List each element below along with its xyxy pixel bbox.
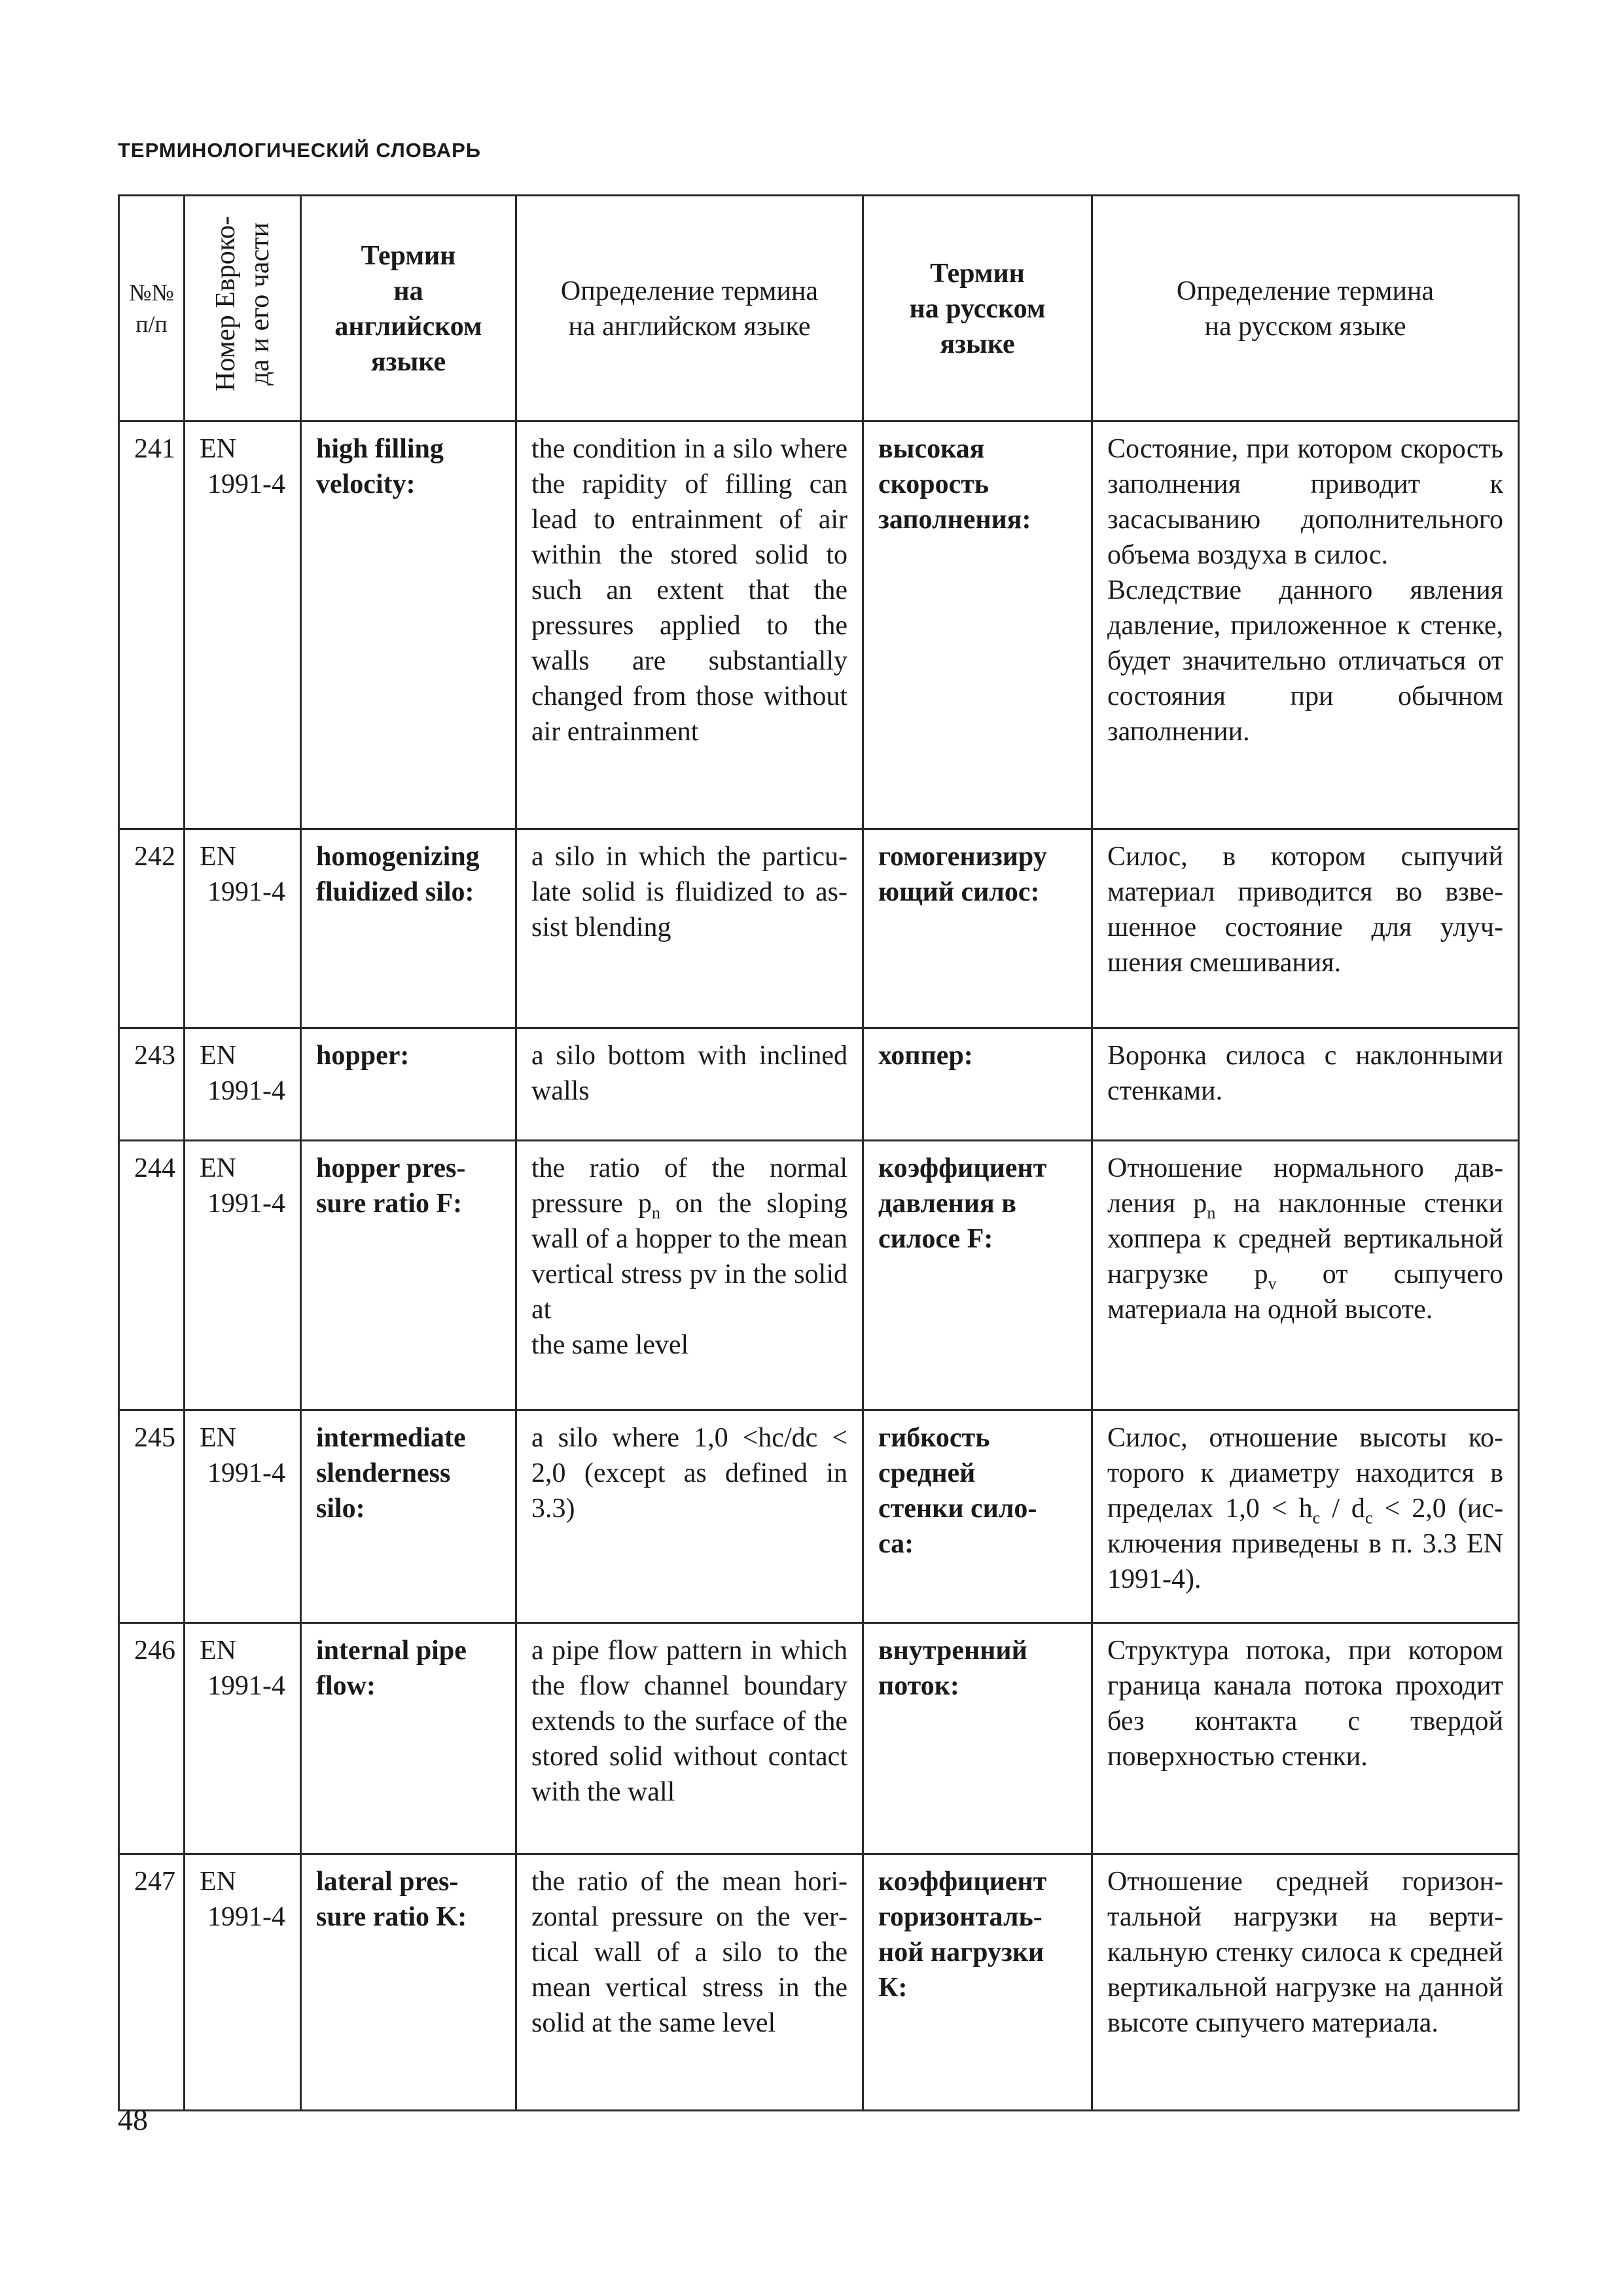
definition-en: the condition in a silo where the rapidity of filling can lead to entrainment of air within the stored solid to such an extent that the pressures applied to the walls are substantially changed from those without air entrainment: [516, 422, 863, 829]
eurocode-prefix: EN: [200, 434, 236, 464]
definition-ru: [1092, 1141, 1519, 1410]
definition-ru-part: / d: [1320, 1494, 1365, 1524]
eurocode-cell: [185, 1854, 301, 2111]
eurocode-cell: [185, 1141, 301, 1410]
term-en: internal pipe flow:: [301, 1623, 516, 1854]
eurocode-part: 1991-4: [207, 1189, 285, 1219]
eurocode-part: 1991-4: [207, 1076, 285, 1106]
subscript: n: [1207, 1203, 1216, 1223]
row-number: 241: [119, 422, 185, 829]
eurocode-prefix: EN: [200, 1153, 236, 1183]
table-row: [119, 1141, 1519, 1410]
eurocode-part: 1991-4: [207, 1671, 285, 1701]
header-eurocode: [185, 196, 301, 422]
definition-en-part: the ratio of the normal pressure p: [531, 1153, 847, 1219]
definition-ru-part: от сыпучего материала на одной высоте.: [1107, 1259, 1503, 1325]
glossary-table: [118, 194, 1520, 2111]
subscript: v: [1268, 1274, 1277, 1293]
eurocode-cell: [185, 1410, 301, 1623]
row-number: 245: [119, 1410, 185, 1623]
definition-en: a silo in which the particulate solid is fluidized to assist blending: [516, 829, 863, 1028]
definition-ru: Отношение средней горизонтальной нагрузки на вертикальную стенку силоса к средней вертикальной нагрузке на данной высоте сыпучего материала.: [1092, 1854, 1519, 2111]
eurocode-cell: [185, 1028, 301, 1141]
term-ru: хоппер:: [863, 1028, 1092, 1141]
eurocode-cell: [185, 829, 301, 1028]
definition-en-part: on the sloping wall of a hopper to the mean vertical stress pv in the solid at: [531, 1189, 847, 1325]
page-number: 48: [118, 2103, 148, 2136]
definition-ru-part: Отношение нормального давления p: [1107, 1153, 1503, 1219]
definition-en: a silo where 1,0 <hc/dc < 2,0 (except as defined in 3.3): [516, 1410, 863, 1623]
table-row: [119, 1623, 1519, 1854]
term-en: lateral pres- sure ratio K:: [301, 1854, 516, 2111]
eurocode-part: 1991-4: [207, 469, 285, 499]
table-row: [119, 1410, 1519, 1623]
subscript: c: [1364, 1508, 1373, 1528]
term-en: intermediate slenderness silo:: [301, 1410, 516, 1623]
table-row: [119, 1028, 1519, 1141]
definition-ru: Силос, в котором сыпучий материал приводится во взвешенное состояние для улучшения смешивания.: [1092, 829, 1519, 1028]
term-ru: гомогенизиру ющий силос:: [863, 829, 1092, 1028]
row-number: 243: [119, 1028, 185, 1141]
subscript: n: [651, 1203, 660, 1223]
term-en: high filling velocity:: [301, 422, 516, 829]
eurocode-prefix: EN: [200, 1636, 236, 1666]
eurocode-cell: [185, 422, 301, 829]
row-number: 244: [119, 1141, 185, 1410]
running-head: ТЕРМИНОЛОГИЧЕСКИЙ СЛОВАРЬ: [118, 139, 482, 162]
definition-ru-part: < 2,0 (исключения приведены в п. 3.3 EN 1991-4).: [1107, 1494, 1503, 1594]
definition-en: a silo bottom with inclined walls: [516, 1028, 863, 1141]
term-ru: коэффициент давления в силосе F:: [863, 1141, 1092, 1410]
definition-ru-part: на наклонные стенки хоппера к средней вертикальной нагрузке p: [1107, 1189, 1503, 1289]
eurocode-prefix: EN: [200, 1867, 236, 1897]
eurocode-prefix: EN: [200, 842, 236, 872]
eurocode-part: 1991-4: [207, 1902, 285, 1932]
term-ru: внутренний поток:: [863, 1623, 1092, 1854]
definition-ru: Воронка силоса с наклонными стенками.: [1092, 1028, 1519, 1141]
header-number: №№ п/п: [119, 196, 185, 422]
eurocode-part: 1991-4: [207, 877, 285, 907]
table-header-row: [119, 196, 1519, 422]
definition-ru: Структура потока, при котором граница канала потока проходит без контакта с твердой поверхностью стенки.: [1092, 1623, 1519, 1854]
definition-ru-part: Силос, отношение высоты которого к диаметру находится в пределах 1,0 < h: [1107, 1423, 1503, 1524]
definition-en: the ratio of the mean horizontal pressure on the vertical wall of a silo to the mean vertical stress in the solid at the same level: [516, 1854, 863, 2111]
term-ru: высокая скорость заполнения:: [863, 422, 1092, 829]
definition-en: [516, 1141, 863, 1410]
header-term-ru: Термин на русском языке: [863, 196, 1092, 422]
header-term-en: Термин на английском языке: [301, 196, 516, 422]
definition-en-part: the same level: [531, 1330, 689, 1360]
eurocode-part: 1991-4: [207, 1458, 285, 1488]
definition-ru: [1092, 1410, 1519, 1623]
subscript: c: [1312, 1508, 1321, 1528]
row-number: 247: [119, 1854, 185, 2111]
term-ru: гибкость средней стенки сило- са:: [863, 1410, 1092, 1623]
table-row: [119, 422, 1519, 829]
table-row: [119, 829, 1519, 1028]
header-definition-ru: Определение термина на русском языке: [1092, 196, 1519, 422]
row-number: 246: [119, 1623, 185, 1854]
header-eurocode-label: Номер Евроко- да и его части: [210, 216, 275, 391]
term-en: hopper:: [301, 1028, 516, 1141]
table-row: [119, 1854, 1519, 2111]
row-number: 242: [119, 829, 185, 1028]
eurocode-prefix: EN: [200, 1423, 236, 1453]
definition-en: a pipe flow pattern in which the flow channel boundary extends to the surface of the stored solid without contact with the wall: [516, 1623, 863, 1854]
term-en: homogenizing fluidized silo:: [301, 829, 516, 1028]
term-en: hopper pres- sure ratio F:: [301, 1141, 516, 1410]
term-ru: коэффициент горизонталь- ной нагрузки К:: [863, 1854, 1092, 2111]
definition-ru: Состояние, при котором скорость заполнения приводит к засасыванию дополнительного объема воздуха в силос. Вследствие данного явления давление, приложенное к стенке, будет значительно отличаться от состояния при обычном заполнении.: [1092, 422, 1519, 829]
eurocode-prefix: EN: [200, 1041, 236, 1071]
header-definition-en: Определение термина на английском языке: [516, 196, 863, 422]
eurocode-cell: [185, 1623, 301, 1854]
